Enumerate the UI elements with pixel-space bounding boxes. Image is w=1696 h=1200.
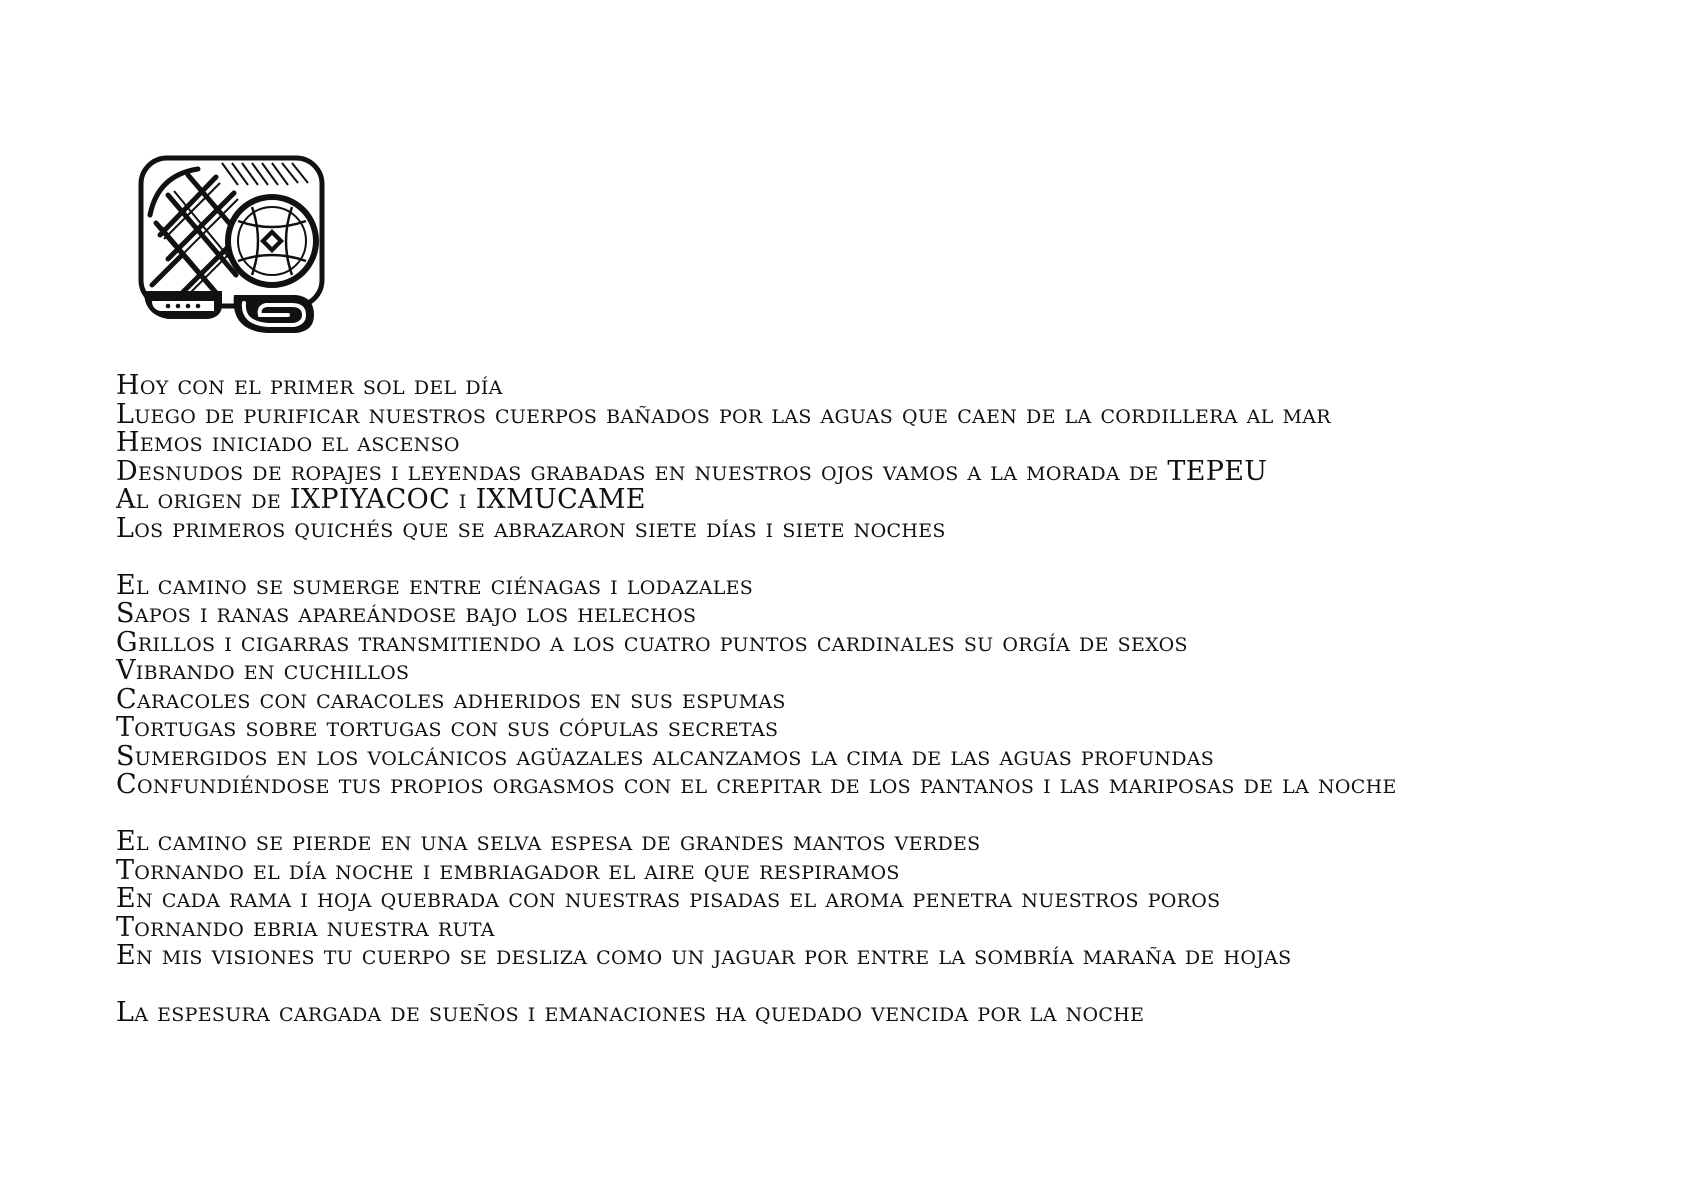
stanza-3 xyxy=(116,828,1656,971)
poem-line: Sapos i ranas apareándose bajo los helechos xyxy=(116,598,697,629)
poem-line: Sumergidos en los volcánicos agüazales alcanzamos la cima de las aguas profundas xyxy=(116,740,1215,772)
poem-line: Tornando ebria nuestra ruta xyxy=(116,911,495,943)
poem-line: Luego de purificar nuestros cuerpos bañados por las aguas que caen de la cordillera al mar xyxy=(116,398,1331,430)
poem-line: Confundiéndose tus propios orgasmos con el crepitar de los pantanos i las mariposas de la noche xyxy=(116,769,1397,800)
poem-line: Hoy con el primer sol del día xyxy=(116,370,503,401)
poem-line: Desnudos de ropajes i leyendas grabadas en nuestros ojos vamos a la morada de TEPEU xyxy=(116,455,1268,487)
maya-day-sign-glyph-icon xyxy=(138,155,328,337)
poem-line: Vibrando en cuchillos xyxy=(116,655,410,686)
poem-line: En mis visiones tu cuerpo se desliza como un jaguar por entre la sombría maraña de hojas xyxy=(116,940,1292,971)
poem-line: Los primeros quichés que se abrazaron siete días i siete noches xyxy=(116,512,946,544)
stanza-2 xyxy=(116,569,1656,800)
poem-line: Tortugas sobre tortugas con sus cópulas secretas xyxy=(116,712,779,743)
stanza-4 xyxy=(116,999,1656,1028)
poem-line: En cada rama i hoja quebrada con nuestras pisadas el aroma penetra nuestros poros xyxy=(116,883,1221,914)
poem-line: Al origen de IXPIYACOC i IXMUCAME xyxy=(116,484,646,515)
poem-line: Tornando el día noche i embriagador el aire que respiramos xyxy=(116,854,900,886)
poem-line: El camino se sumerge entre ciénagas i lodazales xyxy=(116,569,754,601)
poem-line: La espesura cargada de sueños i emanaciones ha quedado vencida por la noche xyxy=(116,997,1145,1028)
stanza-1 xyxy=(116,372,1656,543)
poem-line: Hemos iniciado el ascenso xyxy=(116,427,460,458)
poem xyxy=(116,372,1656,1056)
poem-line: El camino se pierde en una selva espesa de grandes mantos verdes xyxy=(116,826,981,857)
poem-line: Grillos i cigarras transmitiendo a los cuatro puntos cardinales su orgía de sexos xyxy=(116,626,1188,658)
poem-line: Caracoles con caracoles adheridos en sus espumas xyxy=(116,683,786,715)
